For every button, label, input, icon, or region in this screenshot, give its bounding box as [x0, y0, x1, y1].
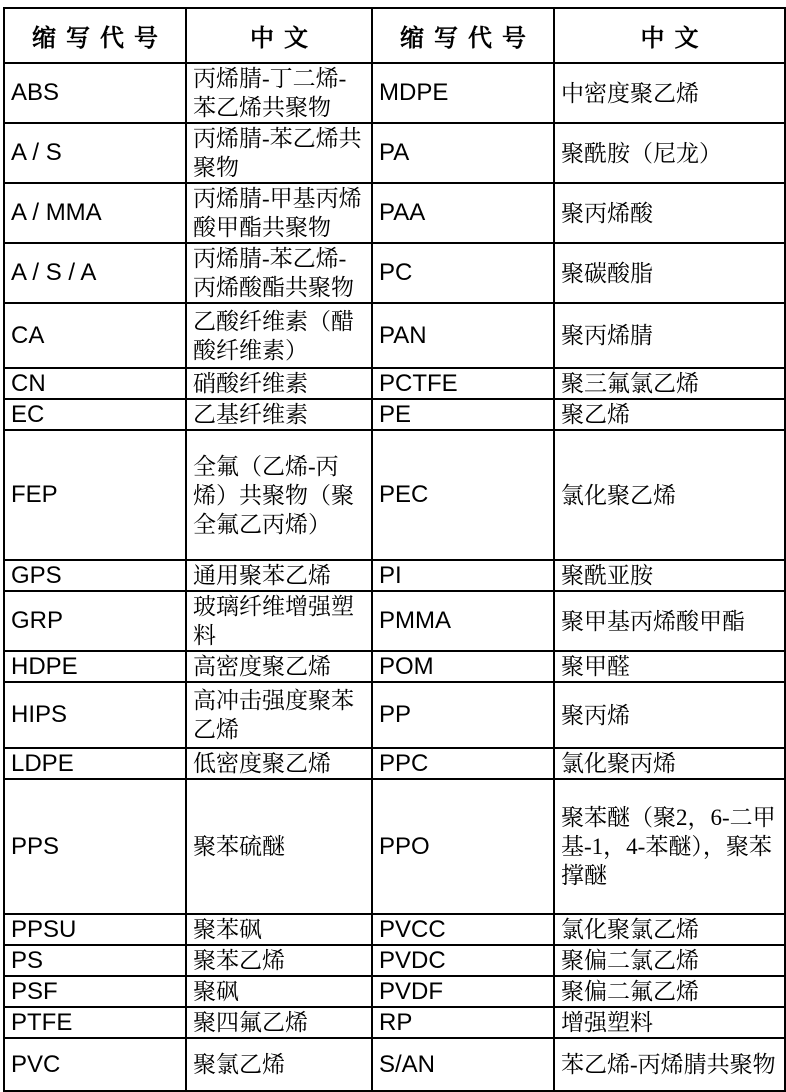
header-abbr-right: 缩写代号: [372, 8, 554, 63]
abbr-cell-right: PI: [372, 560, 554, 591]
chinese-cell-right: 聚甲基丙烯酸甲酯: [554, 591, 785, 651]
chinese-cell-left: 全氟（乙烯-丙烯）共聚物（聚全氟乙丙烯）: [186, 430, 372, 560]
abbr-cell-left: FEP: [4, 430, 186, 560]
chinese-cell-right: 聚酰亚胺: [554, 560, 785, 591]
abbr-cell-right: PMMA: [372, 591, 554, 651]
abbr-cell-right: PAA: [372, 183, 554, 243]
abbr-cell-left: LDPE: [4, 748, 186, 779]
abbr-cell-left: PPSU: [4, 914, 186, 945]
chinese-cell-left: 低密度聚乙烯: [186, 748, 372, 779]
table-row: [4, 430, 785, 560]
chinese-cell-left: 聚苯砜: [186, 914, 372, 945]
chinese-cell-right: 聚苯醚（聚2，6-二甲基-1，4-苯醚），聚苯撑醚: [554, 779, 785, 914]
chinese-cell-right: 聚偏二氟乙烯: [554, 976, 785, 1007]
chinese-cell-right: 氯化聚丙烯: [554, 748, 785, 779]
chinese-cell-right: 聚甲醛: [554, 651, 785, 682]
table-row: [4, 1038, 785, 1091]
table-row: [4, 1007, 785, 1038]
table-row: [4, 183, 785, 243]
abbr-cell-right: PPO: [372, 779, 554, 914]
table-row: [4, 748, 785, 779]
abbr-cell-left: GPS: [4, 560, 186, 591]
table-row: [4, 243, 785, 303]
abbr-cell-right: PAN: [372, 303, 554, 368]
header-cn-right: 中文: [554, 8, 785, 63]
abbr-cell-right: RP: [372, 1007, 554, 1038]
table-row: [4, 976, 785, 1007]
chinese-cell-left: 高冲击强度聚苯乙烯: [186, 682, 372, 748]
chinese-cell-left: 丙烯腈-甲基丙烯酸甲酯共聚物: [186, 183, 372, 243]
chinese-cell-left: 高密度聚乙烯: [186, 651, 372, 682]
abbr-cell-right: PCTFE: [372, 368, 554, 399]
abbr-cell-left: A / MMA: [4, 183, 186, 243]
abbr-cell-right: PVDC: [372, 945, 554, 976]
abbr-cell-left: HIPS: [4, 682, 186, 748]
chinese-cell-right: 中密度聚乙烯: [554, 63, 785, 123]
chinese-cell-left: 聚苯硫醚: [186, 779, 372, 914]
abbr-cell-left: PS: [4, 945, 186, 976]
abbr-cell-left: ABS: [4, 63, 186, 123]
abbr-cell-right: PVCC: [372, 914, 554, 945]
table-header: [4, 8, 785, 63]
abbr-cell-right: PVDF: [372, 976, 554, 1007]
chinese-cell-left: 乙酸纤维素（醋酸纤维素）: [186, 303, 372, 368]
table-row: [4, 914, 785, 945]
chinese-cell-right: 聚酰胺（尼龙）: [554, 123, 785, 183]
table-row: [4, 682, 785, 748]
chinese-cell-right: 聚三氟氯乙烯: [554, 368, 785, 399]
chinese-cell-left: 通用聚苯乙烯: [186, 560, 372, 591]
abbr-cell-right: PE: [372, 399, 554, 430]
abbr-cell-left: PVC: [4, 1038, 186, 1091]
header-row: [4, 8, 785, 63]
table-row: [4, 368, 785, 399]
table-row: [4, 560, 785, 591]
chinese-cell-right: 苯乙烯-丙烯腈共聚物: [554, 1038, 785, 1091]
chinese-cell-left: 玻璃纤维增强塑料: [186, 591, 372, 651]
chinese-cell-right: 聚乙烯: [554, 399, 785, 430]
chinese-cell-right: 氯化聚氯乙烯: [554, 914, 785, 945]
abbr-cell-left: EC: [4, 399, 186, 430]
abbr-cell-left: A / S: [4, 123, 186, 183]
chinese-cell-left: 丙烯腈-苯乙烯-丙烯酸酯共聚物: [186, 243, 372, 303]
table-row: [4, 945, 785, 976]
chinese-cell-left: 聚四氟乙烯: [186, 1007, 372, 1038]
chinese-cell-right: 氯化聚乙烯: [554, 430, 785, 560]
abbr-cell-right: PA: [372, 123, 554, 183]
chinese-cell-left: 丙烯腈-丁二烯-苯乙烯共聚物: [186, 63, 372, 123]
abbr-cell-left: A / S / A: [4, 243, 186, 303]
chinese-cell-left: 乙基纤维素: [186, 399, 372, 430]
abbr-cell-left: CA: [4, 303, 186, 368]
abbr-cell-left: PTFE: [4, 1007, 186, 1038]
abbr-cell-left: HDPE: [4, 651, 186, 682]
abbreviation-table: [3, 7, 786, 1092]
chinese-cell-left: 硝酸纤维素: [186, 368, 372, 399]
abbr-cell-right: POM: [372, 651, 554, 682]
table-row: [4, 399, 785, 430]
abbr-cell-left: GRP: [4, 591, 186, 651]
table-body: [4, 63, 785, 1091]
chinese-cell-right: 增强塑料: [554, 1007, 785, 1038]
chinese-cell-right: 聚丙烯酸: [554, 183, 785, 243]
abbr-cell-left: PSF: [4, 976, 186, 1007]
chinese-cell-right: 聚偏二氯乙烯: [554, 945, 785, 976]
chinese-cell-left: 聚氯乙烯: [186, 1038, 372, 1091]
abbr-cell-right: MDPE: [372, 63, 554, 123]
abbr-cell-right: S/AN: [372, 1038, 554, 1091]
abbr-cell-right: PP: [372, 682, 554, 748]
abbr-cell-left: CN: [4, 368, 186, 399]
abbr-cell-right: PC: [372, 243, 554, 303]
abbr-cell-right: PEC: [372, 430, 554, 560]
chinese-cell-left: 聚苯乙烯: [186, 945, 372, 976]
table-row: [4, 63, 785, 123]
table-row: [4, 123, 785, 183]
table-row: [4, 303, 785, 368]
chinese-cell-right: 聚丙烯: [554, 682, 785, 748]
abbr-cell-left: PPS: [4, 779, 186, 914]
table-row: [4, 591, 785, 651]
table-row: [4, 651, 785, 682]
chinese-cell-right: 聚碳酸脂: [554, 243, 785, 303]
header-cn-left: 中文: [186, 8, 372, 63]
chinese-cell-right: 聚丙烯腈: [554, 303, 785, 368]
chinese-cell-left: 聚砜: [186, 976, 372, 1007]
header-abbr-left: 缩写代号: [4, 8, 186, 63]
chinese-cell-left: 丙烯腈-苯乙烯共聚物: [186, 123, 372, 183]
abbr-cell-right: PPC: [372, 748, 554, 779]
table-row: [4, 779, 785, 914]
